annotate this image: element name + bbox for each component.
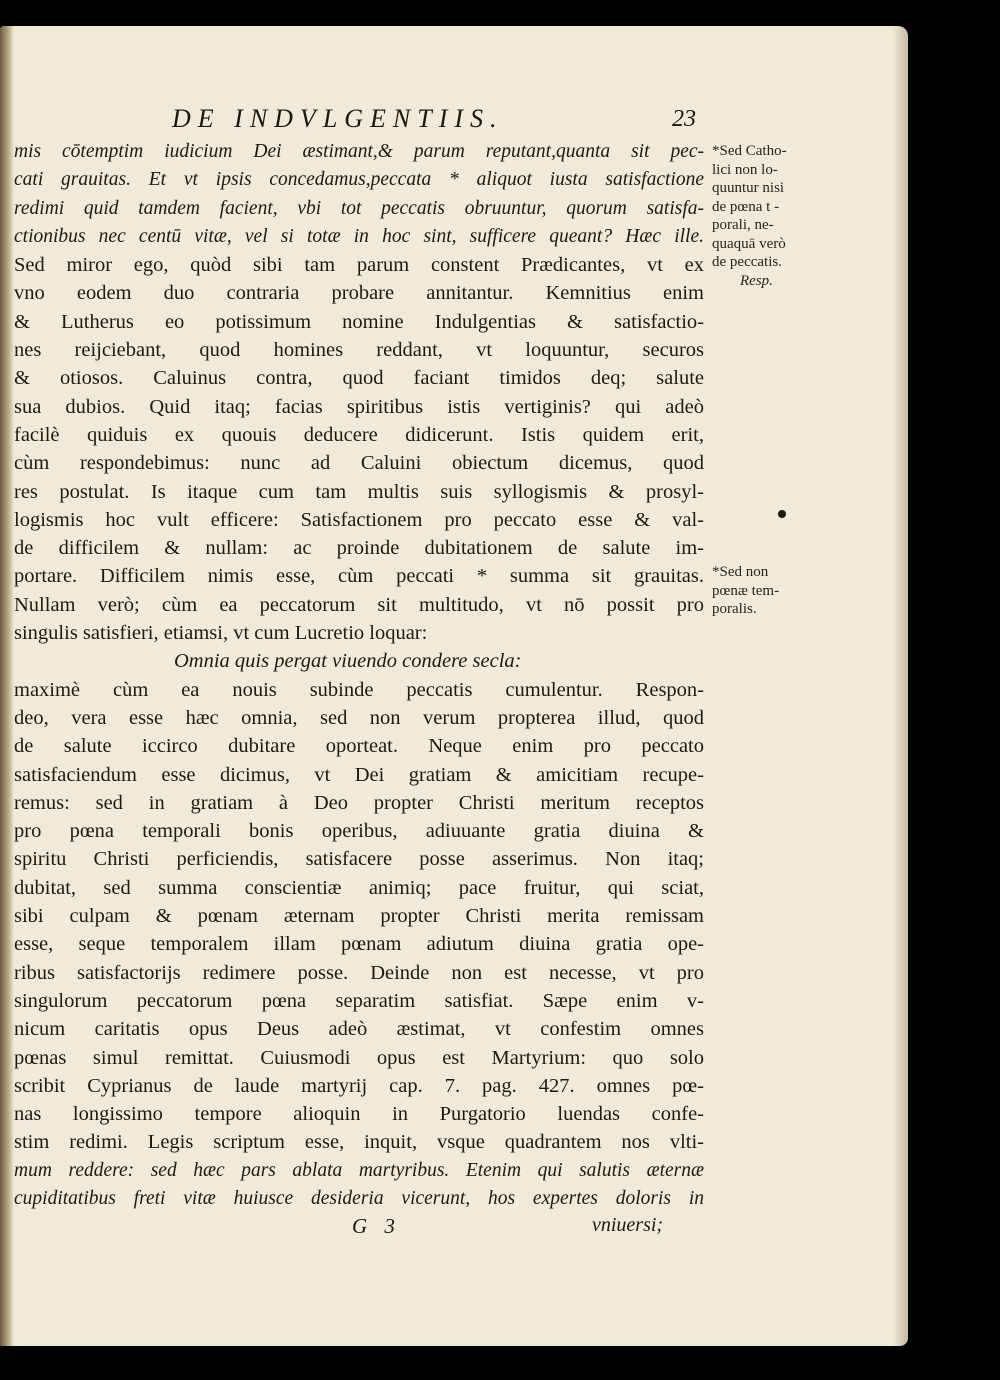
text-line: remus: sed in gratiam à Deo propter Christi meritum receptos: [14, 791, 704, 814]
book-page: [0, 26, 908, 1346]
text-line: pœnas simul remittat. Cuiusmodi opus est Martyrium: quo solo: [14, 1046, 704, 1069]
text-line: portare. Difficilem nimis esse, cùm peccati * summa sit grauitas.: [14, 565, 704, 588]
text-line: singulorum peccatorum pœna separatim satisfiat. Sæpe enim v-: [14, 989, 704, 1012]
text-line: satisfaciendum esse dicimus, vt Dei gratiam & amicitiam recupe-: [14, 763, 704, 786]
text-line: facilè quiduis ex quouis deducere didicerunt. Istis quidem erit,: [14, 423, 704, 446]
margin-note-line: *Sed non: [712, 564, 769, 580]
text-line: nas longissimo tempore alioquin in Purgatorio luendas confe-: [14, 1103, 704, 1126]
text-line: & Lutherus eo potissimum nomine Indulgentias & satisfactio-: [14, 310, 704, 333]
margin-note-line: lici non lo-: [712, 161, 778, 178]
text-line: dubitat, sed summa conscientiæ animiq; pace fruitur, qui sciat,: [14, 876, 704, 899]
text-line: maximè cùm ea nouis subinde peccatis cumulentur. Respon-: [14, 678, 704, 701]
margin-note-line: poralis.: [712, 601, 757, 617]
page-number: 23: [672, 106, 696, 132]
text-line: vno eodem duo contraria probare annitantur. Kemnitius enim: [14, 282, 704, 305]
margin-note-line: quuntur nisi: [712, 180, 785, 196]
margin-note-line: de peccatis.: [712, 254, 782, 270]
margin-note-2: [712, 563, 822, 619]
margin-note-line: de pœna t -: [712, 198, 780, 215]
text-line: Nullam verò; cùm ea peccatorum sit multitudo, vt nō possit pro: [14, 593, 704, 616]
text-line: deo, vera esse hæc omnia, sed non verum propterea illud, quod: [14, 706, 704, 729]
text-line: esse, seque temporalem illam pœnam adiutum diuina gratia ope-: [14, 933, 704, 956]
text-line: logismis hoc vult efficere: Satisfactionem pro peccato esse & val-: [14, 508, 704, 531]
text-line: & otiosos. Caluinus contra, quod faciant timidos deq; salute: [14, 367, 704, 390]
text-line: de difficilem & nullam: ac proinde dubitationem de salute im-: [14, 537, 704, 560]
text-line: ctionibus nec centū vitæ, vel si totæ in hoc sint, sufficere queant? Hæc ille.: [14, 225, 704, 247]
text-line: ribus satisfactorijs redimere posse. Deinde non est necesse, vt pro: [14, 961, 704, 984]
body-text: [14, 138, 704, 1213]
text-line: cùm respondebimus: nunc ad Caluini obiectum dicemus, quod: [14, 452, 704, 475]
text-line: redimi quid tamdem facient, vbi tot peccatis obruuntur, quorum satisfa-: [14, 197, 704, 219]
margin-note-line: Resp.: [740, 272, 773, 289]
text-line: spiritu Christi perficiendis, satisfacere posse asserimus. Non itaq;: [14, 848, 704, 871]
text-line: sua dubios. Quid itaq; facias spiritibus istis vertiginis? qui adeò: [14, 395, 704, 418]
verse-quotation: Omnia quis pergat viuendo condere secla:: [174, 650, 522, 673]
text-line: cati grauitas. Et vt ipsis concedamus,peccata * aliquot iusta satisfactione: [14, 169, 704, 191]
text-line: nes reijciebant, quod homines reddant, vt loquuntur, securos: [14, 339, 704, 362]
margin-note-line: pœnæ tem-: [712, 582, 780, 599]
text-line: Sed miror ego, quòd sibi tam parum constent Prædicantes, vt ex: [14, 254, 704, 277]
page-edge-shadow: [892, 26, 908, 1346]
text-line: mis cōtemptim iudicium Dei æstimant,& parum reputant,quanta sit pec-: [14, 141, 704, 162]
margin-note-1: [712, 142, 822, 290]
text-line: stim redimi. Legis scriptum esse, inquit, vsque quadrantem nos vlti-: [14, 1131, 704, 1154]
catchword: vniuersi;: [592, 1214, 664, 1236]
page-footer: [0, 1214, 908, 1244]
text-line: cupiditatibus freti vitæ huiusce desideria vicerunt, hos expertes doloris in: [14, 1187, 704, 1209]
running-title: DE INDVLGENTIIS.: [172, 104, 504, 133]
text-line: scribit Cyprianus de laude martyrij cap. 7. pag. 427. omnes pœ-: [14, 1074, 704, 1097]
margin-note-line: *Sed Catho-: [712, 143, 787, 159]
margin-note-line: porali, ne-: [712, 217, 774, 233]
text-line: sibi culpam & pœnam æternam propter Christi merita remissam: [14, 905, 704, 928]
text-line: nicum caritatis opus Deus adeò æstimat, vt confestim omnes: [14, 1018, 704, 1041]
signature-mark: G 3: [352, 1214, 401, 1238]
text-line: de salute iccirco dubitare oporteat. Neque enim pro peccato: [14, 735, 704, 758]
text-line: pro pœna temporali bonis operibus, adiuuante gratia diuina &: [14, 820, 704, 843]
margin-note-line: quaquā verò: [712, 235, 786, 252]
text-line: res postulat. Is itaque cum tam multis suis syllogismis & prosyl-: [14, 480, 704, 503]
margin-bullet-mark: [778, 510, 786, 518]
text-line: singulis satisfieri, etiamsi, vt cum Lucretio loquar:: [14, 622, 428, 645]
page-gutter-shadow: [0, 26, 14, 1346]
text-line: mum reddere: sed hæc pars ablata martyribus. Etenim qui salutis æternæ: [14, 1159, 704, 1181]
